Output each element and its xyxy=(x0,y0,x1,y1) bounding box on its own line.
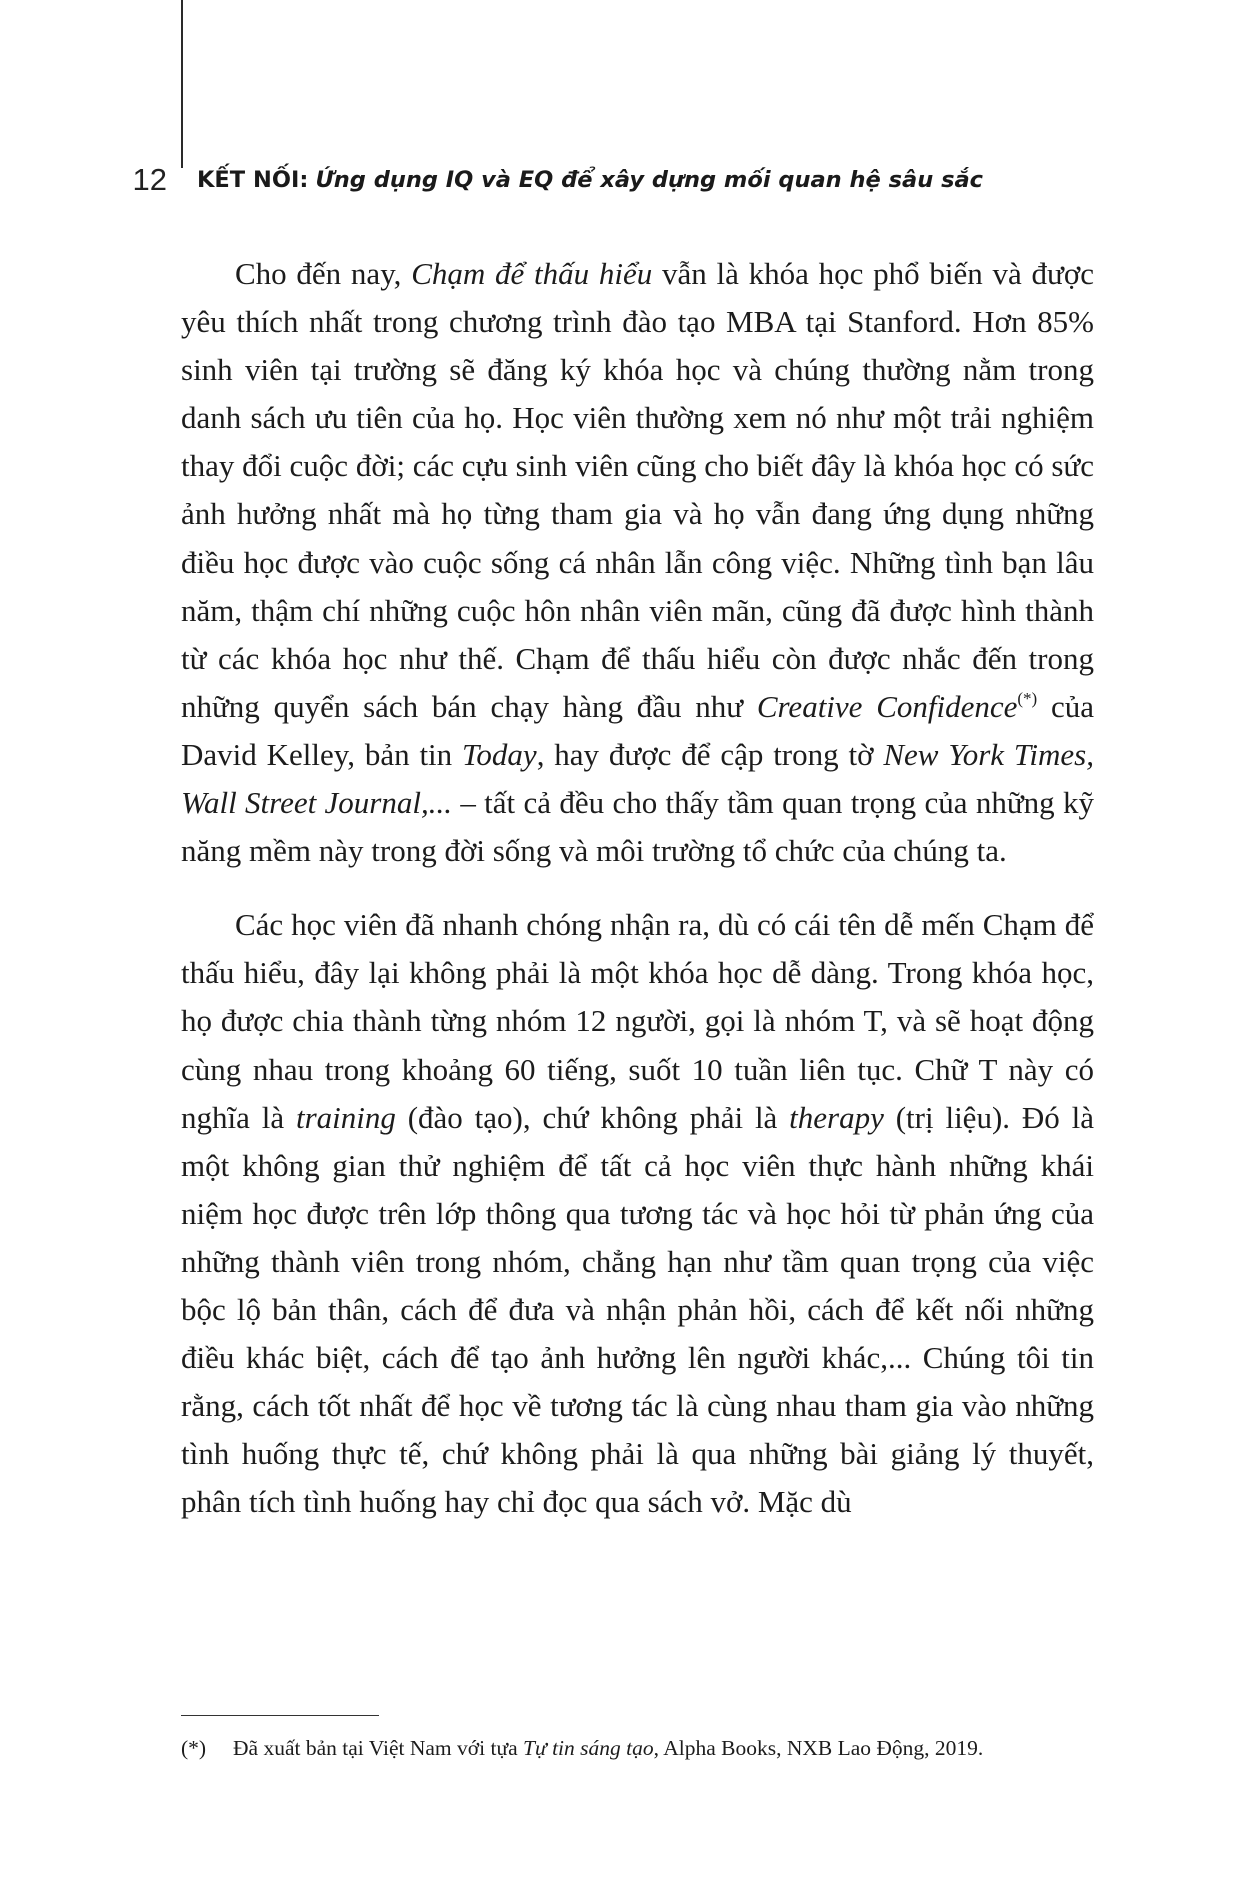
show-title: Today xyxy=(462,736,537,772)
text-run: vẫn là khóa học phổ biến và được yêu thích nhất trong chương trình đào tạo MBA tại Stanford. Hơn 85% sinh viên tại trường sẽ đăng ký khóa học và chúng thường nằm trong danh sách ưu tiên của họ. Học viên thường xem nó như một trải nghiệm thay đổi cuộc đời; các cựu sinh viên cũng cho biết đây là khóa học có sức ảnh hưởng nhất mà họ từng tham gia và họ vẫn đang ứng dụng những điều học được vào cuộc sống cá nhân lẫn công việc. Những tình bạn lâu năm, thậm chí những cuộc hôn nhân viên mãn, cũng đã được hình thành từ các khóa học như thế. Chạm để thấu hiểu còn được nhắc đến trong những quyển sách bán chạy hàng đầu như xyxy=(181,256,1094,724)
running-head-title: KẾT NỐI: xyxy=(197,167,309,193)
body-text xyxy=(181,250,1094,1526)
footnote-text-end: , Alpha Books, NXB Lao Động, 2019. xyxy=(653,1736,984,1760)
text-run: (trị liệu). Đó là một không gian thử nghiệm để tất cả học viên thực hành những khái niệm học được trên lớp thông qua tương tác và học hỏi từ phản ứng của những thành viên trong nhóm, chẳng hạn như tầm quan trọng của việc bộc lộ bản thân, cách để đưa và nhận phản hồi, cách để kết nối những điều khác biệt, cách để tạo ảnh hưởng lên người khác,... Chúng tôi tin rằng, cách tốt nhất để học về tương tác là cùng nhau tham gia vào những tình huống thực tế, chứ không phải là qua những bài giảng lý thuyết, phân tích tình huống hay chỉ đọc qua sách vở. Mặc dù xyxy=(181,1099,1094,1520)
footnote-text: Đã xuất bản tại Việt Nam với tựa xyxy=(233,1736,524,1760)
running-head-subtitle: Ứng dụng IQ và EQ để xây dựng mối quan hệ sâu sắc xyxy=(315,167,983,193)
text-run: (đào tạo), chứ không phải là xyxy=(395,1099,790,1135)
text-run: Các học viên đã nhanh chóng nhận ra, dù có cái tên dễ mến Chạm để thấu hiểu, đây lại không phải là một khóa học dễ dàng. Trong khóa học, họ được chia thành từng nhóm 12 người, gọi là nhóm T, và sẽ hoạt động cùng nhau trong khoảng 60 tiếng, suốt 10 tuần liên tục. Chữ T này có nghĩa là xyxy=(181,907,1094,1135)
paragraph xyxy=(181,250,1094,875)
running-head xyxy=(197,164,983,196)
book-title: Creative Confidence xyxy=(756,688,1018,724)
text-run: của David Kelley, bản tin xyxy=(181,688,1094,772)
course-title: Chạm để thấu hiểu xyxy=(411,256,653,291)
paragraph xyxy=(181,901,1094,1526)
footnote-mark: (*) xyxy=(181,1736,207,1760)
text-run: , hay được để cập trong tờ xyxy=(536,736,884,772)
footnote-title: Tự tin sáng tạo xyxy=(523,1736,654,1760)
newspaper-titles: New York Times, Wall Street Journal,... xyxy=(181,736,1095,821)
footnote-divider xyxy=(181,1715,379,1716)
page-number: 12 xyxy=(132,162,167,197)
term-therapy: therapy xyxy=(789,1099,884,1135)
footnote-marker[interactable]: (*) xyxy=(1017,688,1038,708)
margin-rule xyxy=(181,0,183,168)
text-run: – tất cả đều cho thấy tầm quan trọng của những kỹ năng mềm này trong đời sống và môi trường tổ chức của chúng ta. xyxy=(181,785,1094,869)
text-run: Cho đến nay, xyxy=(235,256,412,291)
footnote xyxy=(181,1733,1111,1763)
term-training: training xyxy=(295,1099,396,1135)
page-header xyxy=(0,160,1245,200)
